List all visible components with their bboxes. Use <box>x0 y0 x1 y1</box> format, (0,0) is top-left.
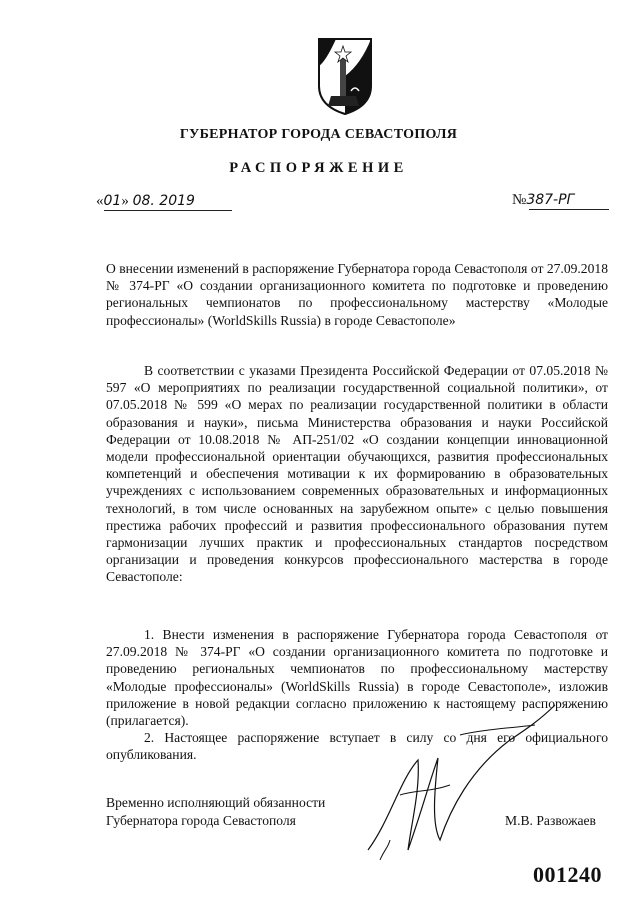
coat-of-arms-icon <box>316 36 374 116</box>
legal-basis-paragraph: В соответствии с указами Президента Российской Федерации от 07.05.2018 № 597 «О мероприятиях по реализации государственной социальной политики», от 07.05.2018 № 599 «О мерах по реализации государственной политики в области образования и науки», письма Министерства образования и науки Российской Федерации от 10.08.2018 № АП-251/02 «О создании концепции инновационной модели профессиональной ориентации обучающихся, развития профессиональных компетенций и обеспечения мотивации к их формированию в образовательных учреждениях с использованием современных образовательных и информационных технологий, в том числе основанных на зарубежном опыте» с целью повышения престижа рабочих профессий и развития профессионального образования путем гармонизации лучших практик и профессиональных стандартов посредством организации и проведения конкурсов профессионального мастерства в городе Севастополе: <box>106 363 608 585</box>
signer-name: М.В. Развожаев <box>505 813 596 828</box>
document-subject: О внесении изменений в распоряжение Губернатора города Севастополя от 27.09.2018 № 374-РГ «О создании организационного комитета по подготовке и проведению региональных чемпионатов по профессиональному мастерству «Молодые профессионалы» (WorldSkills Russia) в городе Севастополе» <box>106 261 608 328</box>
signer-position-line-1: Временно исполняющий обязанности <box>106 795 326 810</box>
number-value: 387-РГ <box>526 192 575 208</box>
date-month-year: 08. 2019 <box>132 193 195 209</box>
document-type: РАСПОРЯЖЕНИЕ <box>229 160 408 176</box>
date-underline <box>104 210 232 211</box>
date-day: 01 <box>103 193 122 209</box>
signer-position-line-2: Губернатора города Севастополя <box>106 813 296 828</box>
date-quote-close: » <box>121 193 129 209</box>
serial-number: 001240 <box>533 862 602 887</box>
number-prefix: № <box>512 192 527 208</box>
handwritten-signature <box>360 700 560 870</box>
date-quote-open: « <box>96 193 104 209</box>
clause-2: 2. Настоящее распоряжение вступает в силу со дня его официального опубликования. <box>106 730 608 763</box>
document-number <box>512 192 574 209</box>
signer-position <box>106 794 325 830</box>
clause-1: 1. Внести изменения в распоряжение Губернатора города Севастополя от 27.09.2018 № 374-РГ «О создании организационного комитета по подготовке и проведению региональных чемпионатов по профессиональному мастерству «Молодые профессионалы» (WorldSkills Russia) в городе Севастополе», изложив приложение в новой редакции согласно приложению к настоящему распоряжению (прилагается). <box>106 627 608 729</box>
number-underline <box>529 209 609 210</box>
document-date <box>96 193 195 210</box>
issuing-authority: ГУБЕРНАТОР ГОРОДА СЕВАСТОПОЛЯ <box>179 127 458 142</box>
